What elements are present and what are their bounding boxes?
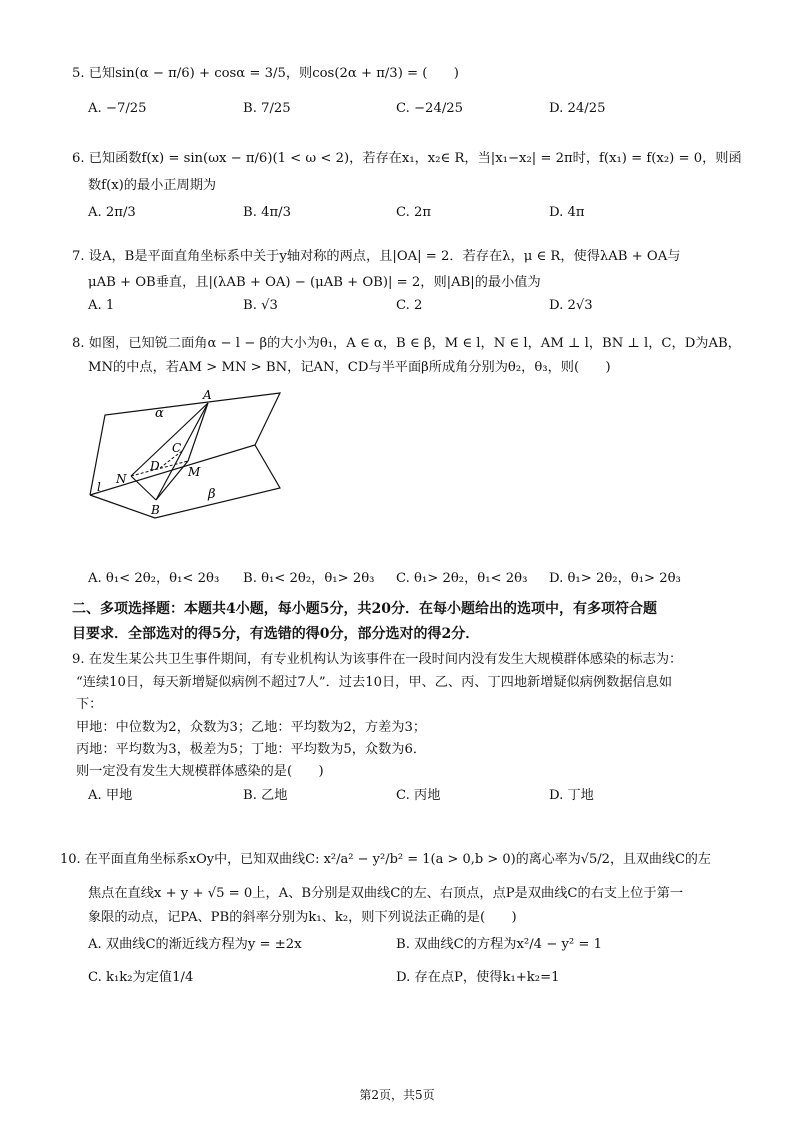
label-C: C [172,441,182,455]
q10-line1: 10. 在平面直角坐标系xOy中，已知双曲线C: x²/a² − y²/b² = 1(a > 0,b > 0)的离心率为√5/2，且双曲线C的左 [60,852,711,867]
q5-option-c: C. −24/25 [396,101,464,116]
q9-line2: “连续10日，每天新增疑似病例不超过7人”．过去10日，甲、乙、丙、丁四地新增疑似病例数据信息如 [76,675,673,690]
label-D: D [150,459,160,473]
label-B: B [151,503,160,517]
q10-option-d: D. 存在点P，使得k₁+k₂=1 [396,970,560,985]
q7-stem-line1: 7. 设A，B是平面直角坐标系中关于y轴对称的两点，且|OA| = 2．若存在λ，μ ∈ R，使得λAB + OA与 [72,249,681,264]
q9-line1: 9. 在发生某公共卫生事件期间，有专业机构认为该事件在一段时间内没有发生大规模群体感染的标志为： [72,652,683,667]
label-beta: β [208,487,216,502]
q10-line2: 焦点在直线x + y + √5 = 0上，A、B分别是双曲线C的左、右顶点，点P是双曲线C的右支上位于第一 [88,886,684,901]
q8-option-c: C. θ₁> 2θ₂，θ₁< 2θ₃ [396,571,528,586]
q9-option-c: C. 丙地 [396,788,441,803]
q9-line4: 甲地：中位数为2，众数为3；乙地：平均数为2，方差为3； [76,720,427,735]
label-N: N [116,472,127,486]
q9-option-d: D. 丁地 [549,788,594,803]
q7-option-a: A. 1 [88,298,115,313]
section2-header-line2: 目要求．全部选对的得5分，有选错的得0分，部分选对的得2分． [72,626,480,642]
q9-line3: 下： [76,697,103,712]
segment-NB [131,476,156,500]
q8-option-d: D. θ₁> 2θ₂，θ₁> 2θ₃ [549,571,681,586]
q8-option-a: A. θ₁< 2θ₂，θ₁< 2θ₃ [88,571,220,586]
label-l: l [97,480,101,494]
q7-option-c: C. 2 [396,298,423,313]
q6-stem-line1: 6. 已知函数f(x) = sin(ωx − π/6)(1 < ω < 2)，若存在x₁，x₂∈ R，当|x₁−x₂| = 2π时，f(x₁) = f(x₂) = 0，则函 [72,151,742,166]
q7-option-d: D. 2√3 [549,298,593,313]
q8-option-b: B. θ₁< 2θ₂，θ₁> 2θ₃ [243,571,375,586]
q5-stem: 5. 已知sin(α − π/6) + cosα = 3/5，则cos(2α + π/3) = ( ) [72,66,459,81]
q6-option-c: C. 2π [396,205,432,220]
q5-option-a: A. −7/25 [88,101,147,116]
q8-stem-line1: 8. 如图，已知锐二面角α − l − β的大小为θ₁，A ∈ α，B ∈ β，M ∈ l，N ∈ l，AM ⊥ l，BN ⊥ l，C，D为AB， [72,336,741,351]
q6-stem-line2: 数f(x)的最小正周期为 [88,178,217,193]
label-alpha: α [155,406,164,421]
q9-line6: 则一定没有发生大规模群体感染的是( ) [76,764,324,779]
q10-option-c: C. k₁k₂为定值1/4 [88,970,194,985]
label-A: A [203,388,212,402]
q9-option-b: B. 乙地 [243,788,288,803]
q9-line5: 丙地：平均数为3，极差为5；丁地：平均数为5，众数为6． [76,742,427,757]
q10-option-b: B. 双曲线C的方程为x²/4 − y² = 1 [396,937,603,952]
dihedral-angle-figure [70,385,290,525]
q8-stem-line2: MN的中点，若AM > MN > BN，记AN，CD与半平面β所成角分别为θ₂，θ₃，则( ) [88,360,611,375]
q6-option-a: A. 2π/3 [88,205,136,220]
q6-option-d: D. 4π [549,205,585,220]
q10-line3: 象限的动点，记PA、PB的斜率分别为k₁、k₂，则下列说法正确的是( ) [88,910,517,925]
q5-option-b: B. 7/25 [243,101,291,116]
q5-option-d: D. 24/25 [549,101,606,116]
q10-option-a: A. 双曲线C的渐近线方程为y = ±2x [88,937,302,952]
section2-header-line1: 二、多项选择题：本题共4小题，每小题5分，共20分．在每小题给出的选项中，有多项符合题 [72,601,657,617]
q7-stem-line2: μAB + OB垂直，且|(λAB + OA) − (μAB + OB)| = 2，则|AB|的最小值为 [88,275,541,290]
page-footer: 第2页，共5页 [359,1088,435,1102]
q7-option-b: B. √3 [243,298,278,313]
label-M: M [188,465,201,479]
q6-option-b: B. 4π/3 [243,205,291,220]
q9-option-a: A. 甲地 [88,788,133,803]
